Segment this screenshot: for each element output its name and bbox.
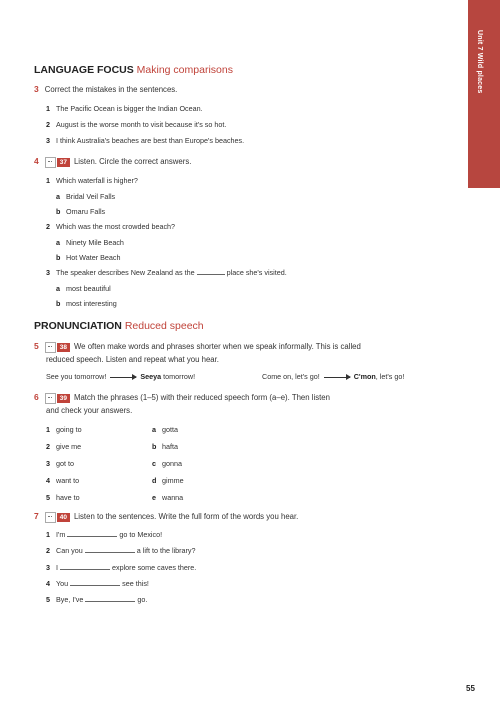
match-phrase	[46, 493, 80, 502]
sentence-start: Can you	[56, 546, 83, 555]
exercise-5-header	[34, 341, 361, 353]
answer-blank[interactable]	[70, 579, 120, 586]
exercise-7-header	[34, 511, 298, 523]
fill-in-item	[46, 530, 162, 539]
question	[46, 176, 138, 185]
option-letter: a	[56, 238, 60, 247]
item-number: 2	[46, 120, 50, 129]
sentence-end: a lift to the library?	[136, 546, 196, 555]
option-text: Ninety Mile Beach	[66, 238, 124, 247]
reduced-form-rest: tomorrow!	[163, 372, 196, 381]
sentence-start: I	[56, 563, 58, 572]
exercise-number: 6	[34, 392, 39, 402]
match-option	[152, 425, 178, 434]
arrow-right-icon	[324, 377, 350, 378]
match-phrase	[46, 442, 81, 451]
option-letter: a	[56, 284, 60, 293]
reduced-form: C'mon	[353, 372, 376, 381]
question-text: Which waterfall is higher?	[56, 176, 138, 185]
item-number: 1	[46, 104, 50, 113]
item-number: 4	[46, 476, 50, 485]
reduced-speech-example	[46, 372, 195, 381]
pronunciation-subtitle: Reduced speech	[124, 320, 204, 332]
full-form: Come on, let's go!	[262, 372, 320, 381]
sentence-end: go.	[137, 595, 148, 604]
option-letter: a	[152, 425, 156, 434]
question-text: The speaker describes New Zealand as the	[56, 268, 195, 277]
item-number: 1	[46, 425, 50, 434]
item-number: 2	[46, 222, 50, 231]
phrase-text: going to	[56, 425, 82, 434]
arrow-right-icon	[110, 377, 136, 378]
exercise-number: 7	[34, 511, 39, 521]
audio-track-icon[interactable]	[45, 393, 70, 404]
exercise-instruction: Correct the mistakes in the sentences.	[44, 85, 178, 94]
language-focus-subtitle: Making comparisons	[136, 64, 233, 76]
exercise-instruction-line2: reduced speech. Listen and repeat what you hear.	[46, 355, 219, 364]
exercise-instruction: We often make words and phrases shorter when we speak informally. This is called	[73, 342, 361, 351]
audio-track-number: 37	[57, 158, 70, 167]
item-number: 3	[46, 459, 50, 468]
exercise-4-header	[34, 156, 191, 168]
unit-side-tab	[468, 0, 500, 188]
option-letter: c	[152, 459, 156, 468]
answer-blank[interactable]	[85, 595, 135, 602]
answer-option[interactable]	[56, 207, 105, 216]
sentence-start: You	[56, 579, 69, 588]
list-item	[46, 120, 226, 129]
audio-track-icon[interactable]	[45, 512, 70, 523]
item-text: August is the worse month to visit because it's so hot.	[56, 120, 227, 129]
reduced-form-rest: , let's go!	[375, 372, 405, 381]
sentence-start: Bye, I've	[56, 595, 84, 604]
question-text: Which was the most crowded beach?	[56, 222, 176, 231]
pronunciation-title: PRONUNCIATION	[34, 320, 122, 332]
option-text: most interesting	[66, 299, 117, 308]
exercise-number: 4	[34, 156, 39, 166]
option-text: wanna	[162, 493, 184, 502]
language-focus-title: LANGUAGE FOCUS	[34, 64, 134, 76]
question	[46, 268, 287, 277]
option-text: hafta	[162, 442, 178, 451]
option-letter: d	[152, 476, 157, 485]
option-letter: b	[152, 442, 157, 451]
exercise-instruction: Listen to the sentences. Write the full form of the words you hear.	[73, 512, 299, 521]
item-number: 3	[46, 268, 50, 277]
exercise-6-header	[34, 392, 330, 404]
unit-tab-label: Unit 7 Wild places	[476, 30, 483, 94]
option-letter: e	[152, 493, 156, 502]
item-number: 3	[46, 563, 50, 572]
exercise-number: 3	[34, 84, 39, 94]
exercise-instruction-line2: and check your answers.	[46, 406, 133, 415]
item-number: 1	[46, 530, 50, 539]
option-letter: a	[56, 192, 60, 201]
fill-in-item	[46, 579, 149, 588]
phrase-text: got to	[56, 459, 74, 468]
fill-in-item	[46, 595, 147, 604]
sentence-end: see this!	[122, 579, 149, 588]
item-text: I think Australia's beaches are best than Europe's beaches.	[56, 136, 245, 145]
exercise-instruction: Listen. Circle the correct answers.	[73, 157, 192, 166]
sentence-start: I'm	[56, 530, 66, 539]
full-form: See you tomorrow!	[46, 372, 107, 381]
item-number: 4	[46, 579, 50, 588]
answer-blank[interactable]	[197, 268, 225, 275]
fill-in-item	[46, 563, 196, 572]
match-option	[152, 476, 184, 485]
answer-blank[interactable]	[67, 530, 117, 537]
exercise-3-header	[34, 84, 177, 94]
audio-track-number: 39	[57, 394, 70, 403]
reduced-speech-example	[262, 372, 404, 381]
question	[46, 222, 175, 231]
audio-track-icon[interactable]	[45, 157, 70, 168]
match-phrase	[46, 476, 79, 485]
phrase-text: want to	[56, 476, 80, 485]
list-item	[46, 136, 244, 145]
exercise-instruction: Match the phrases (1–5) with their reduced speech form (a–e). Then listen	[73, 393, 330, 402]
option-text: gonna	[162, 459, 182, 468]
match-option	[152, 493, 183, 502]
option-letter: b	[56, 299, 61, 308]
match-option	[152, 459, 182, 468]
answer-blank[interactable]	[85, 546, 135, 553]
item-text: The Pacific Ocean is bigger the Indian Ocean.	[56, 104, 203, 113]
option-letter: b	[56, 253, 61, 262]
audio-track-icon[interactable]	[45, 342, 70, 353]
option-text: gotta	[162, 425, 178, 434]
item-number: 5	[46, 493, 50, 502]
match-option	[152, 442, 178, 451]
option-text: gimme	[162, 476, 184, 485]
phrase-text: have to	[56, 493, 80, 502]
answer-option[interactable]	[56, 192, 115, 201]
answer-option[interactable]	[56, 253, 120, 262]
answer-blank[interactable]	[60, 563, 110, 570]
item-number: 2	[46, 442, 50, 451]
answer-option[interactable]	[56, 284, 111, 293]
phrase-text: give me	[56, 442, 82, 451]
exercise-number: 5	[34, 341, 39, 351]
fill-in-item	[46, 546, 196, 555]
pronunciation-heading	[34, 320, 204, 332]
reduced-form: Seeya	[140, 372, 162, 381]
sentence-end: explore some caves there.	[112, 563, 197, 572]
audio-track-number: 40	[57, 513, 70, 522]
audio-track-number: 38	[57, 343, 70, 352]
sentence-end: go to Mexico!	[119, 530, 163, 539]
option-letter: b	[56, 207, 61, 216]
match-phrase	[46, 425, 82, 434]
answer-option[interactable]	[56, 299, 117, 308]
option-text: most beautiful	[66, 284, 111, 293]
item-number: 2	[46, 546, 50, 555]
question-text-end: place she's visited.	[226, 268, 287, 277]
answer-option[interactable]	[56, 238, 124, 247]
page-number: 55	[466, 684, 475, 693]
item-number: 3	[46, 136, 50, 145]
item-number: 1	[46, 176, 50, 185]
list-item	[46, 104, 203, 113]
language-focus-heading	[34, 64, 233, 76]
item-number: 5	[46, 595, 50, 604]
option-text: Omaru Falls	[66, 207, 106, 216]
match-phrase	[46, 459, 74, 468]
option-text: Bridal Veil Falls	[66, 192, 116, 201]
option-text: Hot Water Beach	[66, 253, 121, 262]
